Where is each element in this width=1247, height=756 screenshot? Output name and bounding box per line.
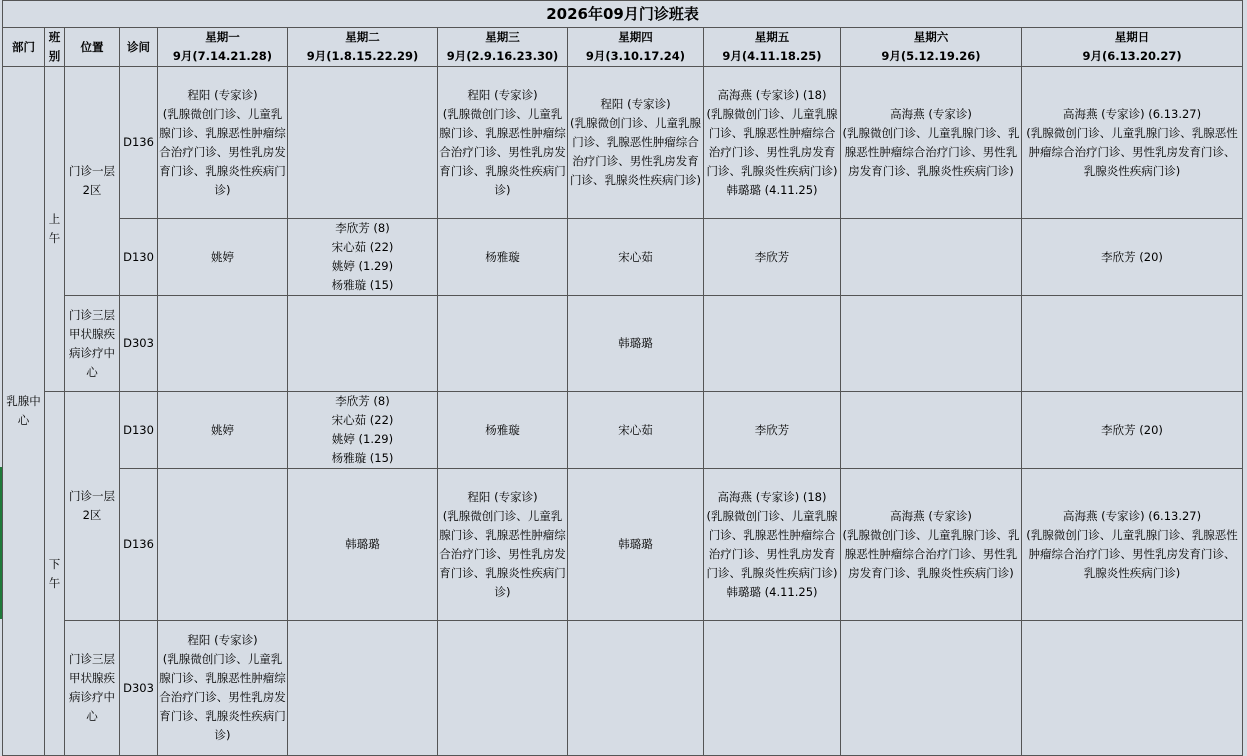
- shift-am-cell: 上午: [45, 67, 65, 392]
- schedule-cell: [438, 296, 568, 392]
- schedule-cell: [841, 296, 1022, 392]
- cell-line: 李欣芳 (8): [335, 221, 390, 235]
- table-row: [3, 621, 1243, 756]
- cell-line: 李欣芳: [754, 422, 790, 437]
- header-day-tue: 星期二 9月(1.8.15.22.29): [288, 28, 438, 67]
- schedule-cell: [1022, 469, 1243, 621]
- schedule-cell: [288, 219, 438, 296]
- cell-line: 杨雅璇: [485, 422, 520, 437]
- header-day-sat: 星期六 9月(5.12.19.26): [841, 28, 1022, 67]
- cell-line: 李欣芳 (8): [335, 394, 390, 408]
- schedule-cell: [1022, 219, 1243, 296]
- schedule-cell: [438, 392, 568, 469]
- cell-line: 杨雅璇 (15): [331, 278, 394, 292]
- header-dept: 部门: [3, 28, 45, 67]
- room-cell: D136: [120, 469, 158, 621]
- cell-line: 程阳 (专家诊): [187, 87, 258, 102]
- dept-cell: 乳腺中心: [3, 67, 45, 756]
- cell-line: 李欣芳 (20): [1101, 249, 1163, 264]
- cell-line: 姚婷 (1.29): [331, 432, 394, 446]
- header-day-sun: 星期日 9月(6.13.20.27): [1022, 28, 1243, 67]
- location-cell: 门诊一层2区: [65, 392, 120, 621]
- cell-line: 姚婷: [211, 249, 234, 264]
- cell-line: 姚婷: [211, 422, 234, 437]
- page-title: 2026年09月门诊班表: [3, 1, 1243, 28]
- schedule-cell: [438, 67, 568, 219]
- cell-line: 程阳 (专家诊): [187, 633, 258, 647]
- cell-line: (乳腺微创门诊、儿童乳腺门诊、乳腺恶性肿瘤综合治疗门诊、男性乳房发育门诊、乳腺炎性疾病门诊): [1026, 527, 1238, 580]
- cell-line: 高海燕 (专家诊) (18): [717, 87, 827, 102]
- cell-line: 宋心茹 (22): [331, 413, 394, 427]
- table-row: [3, 296, 1243, 392]
- cell-line: 宋心茹 (22): [331, 240, 394, 254]
- schedule-cell: [288, 621, 438, 756]
- schedule-cell: [841, 67, 1022, 219]
- schedule-cell: [568, 392, 704, 469]
- room-cell: D136: [120, 67, 158, 219]
- schedule-cell: [841, 392, 1022, 469]
- room-cell: D130: [120, 392, 158, 469]
- cell-line: (乳腺微创门诊、儿童乳腺门诊、乳腺恶性肿瘤综合治疗门诊、男性乳房发育门诊、乳腺炎性疾病门诊): [706, 508, 838, 580]
- schedule-cell: [568, 219, 704, 296]
- cell-line: 宋心茹: [618, 249, 653, 264]
- location-cell: 门诊一层2区: [65, 67, 120, 296]
- schedule-cell: [158, 469, 288, 621]
- cell-line: 高海燕 (专家诊) (18): [717, 489, 827, 504]
- location-cell: 门诊三层甲状腺疾病诊疗中心: [65, 621, 120, 756]
- schedule-cell: [568, 469, 704, 621]
- schedule-cell: [158, 219, 288, 296]
- cell-line: 韩璐璐 (4.11.25): [726, 182, 818, 197]
- schedule-cell: [568, 621, 704, 756]
- schedule-cell: [841, 621, 1022, 756]
- schedule-cell: [438, 621, 568, 756]
- schedule-cell: [288, 469, 438, 621]
- schedule-cell: [841, 219, 1022, 296]
- room-cell: D130: [120, 219, 158, 296]
- cell-line: (乳腺微创门诊、儿童乳腺门诊、乳腺恶性肿瘤综合治疗门诊、男性乳房发育门诊、乳腺炎性疾病门诊): [159, 652, 286, 742]
- room-cell: D303: [120, 296, 158, 392]
- cell-line: (乳腺微创门诊、儿童乳腺门诊、乳腺恶性肿瘤综合治疗门诊、男性乳房发育门诊、乳腺炎性疾病门诊): [842, 125, 1020, 178]
- schedule-cell: [158, 392, 288, 469]
- cell-line: 高海燕 (专家诊) (6.13.27): [1062, 106, 1202, 121]
- schedule-cell: [1022, 67, 1243, 219]
- schedule-cell: [568, 296, 704, 392]
- schedule-cell: [158, 296, 288, 392]
- schedule-table: [2, 0, 1243, 756]
- schedule-cell: [438, 469, 568, 621]
- cell-line: (乳腺微创门诊、儿童乳腺门诊、乳腺恶性肿瘤综合治疗门诊、男性乳房发育门诊、乳腺炎性疾病门诊): [439, 508, 566, 599]
- header-location: 位置: [65, 28, 120, 67]
- header-day-fri: 星期五 9月(4.11.18.25): [704, 28, 841, 67]
- header-shift: 班别: [45, 28, 65, 67]
- schedule-cell: [1022, 621, 1243, 756]
- cell-line: (乳腺微创门诊、儿童乳腺门诊、乳腺恶性肿瘤综合治疗门诊、男性乳房发育门诊、乳腺炎性疾病门诊): [159, 106, 286, 197]
- schedule-cell: [704, 469, 841, 621]
- schedule-cell: [704, 296, 841, 392]
- cell-line: 韩璐璐: [618, 537, 653, 551]
- header-day-mon: 星期一 9月(7.14.21.28): [158, 28, 288, 67]
- schedule-cell: [704, 621, 841, 756]
- cell-line: 程阳 (专家诊): [600, 97, 671, 111]
- header-day-wed: 星期三 9月(2.9.16.23.30): [438, 28, 568, 67]
- cell-line: (乳腺微创门诊、儿童乳腺门诊、乳腺恶性肿瘤综合治疗门诊、男性乳房发育门诊、乳腺炎性疾病门诊): [570, 116, 701, 187]
- table-row: [3, 219, 1243, 296]
- cell-line: 高海燕 (专家诊) (6.13.27): [1062, 508, 1202, 523]
- cell-line: (乳腺微创门诊、儿童乳腺门诊、乳腺恶性肿瘤综合治疗门诊、男性乳房发育门诊、乳腺炎性疾病门诊): [842, 527, 1020, 580]
- cell-line: 程阳 (专家诊): [467, 489, 538, 504]
- cell-line: 韩璐璐: [345, 537, 380, 551]
- schedule-cell: [158, 67, 288, 219]
- cell-line: 高海燕 (专家诊): [890, 508, 972, 523]
- schedule-cell: [704, 219, 841, 296]
- schedule-cell: [568, 67, 704, 219]
- cell-line: 姚婷 (1.29): [331, 259, 394, 273]
- shift-pm-cell: 下午: [45, 392, 65, 756]
- cell-line: 宋心茹: [618, 422, 653, 437]
- schedule-cell: [288, 296, 438, 392]
- header-room: 诊间: [120, 28, 158, 67]
- cell-line: 程阳 (专家诊): [467, 87, 538, 102]
- schedule-cell: [1022, 392, 1243, 469]
- schedule-cell: [288, 67, 438, 219]
- header-day-thu: 星期四 9月(3.10.17.24): [568, 28, 704, 67]
- schedule-cell: [438, 219, 568, 296]
- cell-line: 高海燕 (专家诊): [890, 106, 972, 121]
- cell-line: (乳腺微创门诊、儿童乳腺门诊、乳腺恶性肿瘤综合治疗门诊、男性乳房发育门诊、乳腺炎性疾病门诊): [706, 106, 838, 178]
- cell-line: 李欣芳: [754, 249, 790, 264]
- cell-line: (乳腺微创门诊、儿童乳腺门诊、乳腺恶性肿瘤综合治疗门诊、男性乳房发育门诊、乳腺炎性疾病门诊): [1026, 125, 1238, 178]
- table-row: [3, 469, 1243, 621]
- cell-line: 韩璐璐 (4.11.25): [726, 584, 818, 599]
- schedule-cell: [841, 469, 1022, 621]
- location-cell: 门诊三层甲状腺疾病诊疗中心: [65, 296, 120, 392]
- cell-line: 韩璐璐: [618, 336, 653, 350]
- schedule-cell: [288, 392, 438, 469]
- cell-line: (乳腺微创门诊、儿童乳腺门诊、乳腺恶性肿瘤综合治疗门诊、男性乳房发育门诊、乳腺炎性疾病门诊): [439, 106, 566, 197]
- room-cell: D303: [120, 621, 158, 756]
- table-row: [3, 392, 1243, 469]
- schedule-cell: [704, 392, 841, 469]
- schedule-cell: [1022, 296, 1243, 392]
- schedule-cell: [704, 67, 841, 219]
- schedule-cell: [158, 621, 288, 756]
- cell-line: 杨雅璇: [485, 249, 520, 264]
- table-row: [3, 67, 1243, 219]
- cell-line: 李欣芳 (20): [1101, 422, 1163, 437]
- cell-line: 杨雅璇 (15): [331, 451, 394, 465]
